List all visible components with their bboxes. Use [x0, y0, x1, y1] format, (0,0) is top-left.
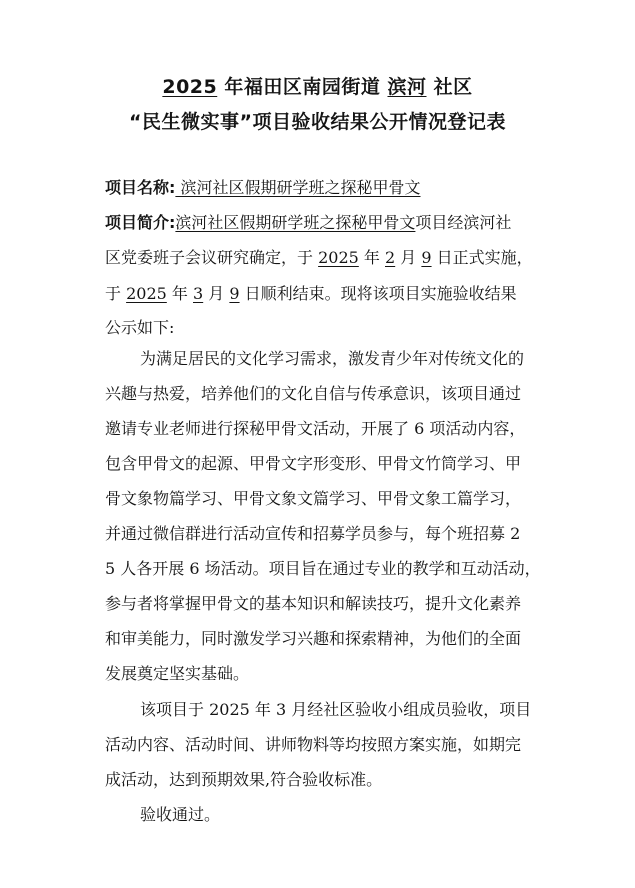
project-intro-row-4: 公示如下:: [105, 318, 175, 337]
title-community-suffix: 社区: [426, 76, 473, 98]
paragraph-1-line: 兴趣与热爱，培养他们的文化自信与传承意识，该项目通过: [105, 384, 522, 403]
project-name-value: 滨河社区假期研学班之探秘甲骨文: [175, 178, 421, 197]
end-year: 2025: [126, 284, 167, 303]
paragraph-2-line: 成活动，达到预期效果,符合验收标准。: [105, 770, 383, 789]
paragraph-1-line: 和审美能力，同时激发学习兴趣和探索精神，为他们的全面: [105, 629, 522, 648]
paragraph-1-line: 参与者将掌握甲骨文的基本知识和解读技巧，提升文化素养: [105, 594, 522, 613]
paragraph-1-line: 发展奠定坚实基础。: [105, 664, 250, 683]
project-intro-text-1: 项目经滨河社: [415, 213, 512, 232]
paragraph-1-line: 并通过微信群进行活动宣传和招募学员参与，每个班招募 2: [105, 524, 521, 543]
project-intro-text-3b: 日顺利结束。现将该项目实施验收结果: [239, 284, 517, 303]
start-month: 2: [385, 248, 396, 267]
project-name-row: [105, 178, 465, 198]
title-line-1: [0, 72, 635, 99]
project-intro-label: 项目简介:: [105, 213, 176, 232]
paragraph-2-line: 该项目于 2025 年 3 月经社区验收小组成员验收，项目: [140, 700, 532, 719]
month-unit-2: 月: [203, 284, 230, 303]
title-line-2: “民生微实事”项目验收结果公开情况登记表: [129, 111, 506, 133]
paragraph-1-line: 为满足居民的文化学习需求，激发青少年对传统文化的: [140, 349, 525, 368]
project-intro-row-1: [105, 213, 511, 233]
end-day: 9: [229, 284, 240, 303]
paragraph-1-line: 骨文象物篇学习、甲骨文象文篇学习、甲骨文象工篇学习，: [105, 489, 522, 508]
title-year: 2025: [162, 76, 218, 98]
year-unit: 年: [358, 248, 385, 267]
month-unit: 月: [395, 248, 422, 267]
paragraph-2-line: 活动内容、活动时间、讲师物料等均按照方案实施，如期完: [105, 735, 522, 754]
paragraph-1-line: 包含甲骨文的起源、甲骨文字形变形、甲骨文竹筒学习、甲: [105, 454, 522, 473]
project-name-label: 项目名称:: [105, 178, 176, 197]
end-month: 3: [193, 284, 204, 303]
title-district: 年福田区南园街道: [217, 76, 388, 98]
paragraph-1-line: 邀请专业老师进行探秘甲骨文活动，开展了 6 项活动内容，: [105, 419, 526, 438]
project-intro-name: 滨河社区假期研学班之探秘甲骨文: [175, 213, 416, 232]
start-year: 2025: [318, 248, 359, 267]
acceptance-result: 验收通过。: [140, 805, 221, 824]
project-intro-row-3: [105, 284, 517, 304]
project-intro-text-3a: 于: [105, 284, 127, 303]
paragraph-1-line: 5 人各开展 6 场活动。项目旨在通过专业的教学和互动活动，: [105, 559, 541, 578]
start-day: 9: [421, 248, 432, 267]
year-unit-2: 年: [166, 284, 193, 303]
title-community: 滨河: [387, 76, 427, 98]
project-intro-text-2b: 日正式实施，: [431, 248, 533, 267]
project-intro-text-2a: 区党委班子会议研究确定，于: [105, 248, 319, 267]
project-intro-row-2: [105, 248, 533, 268]
